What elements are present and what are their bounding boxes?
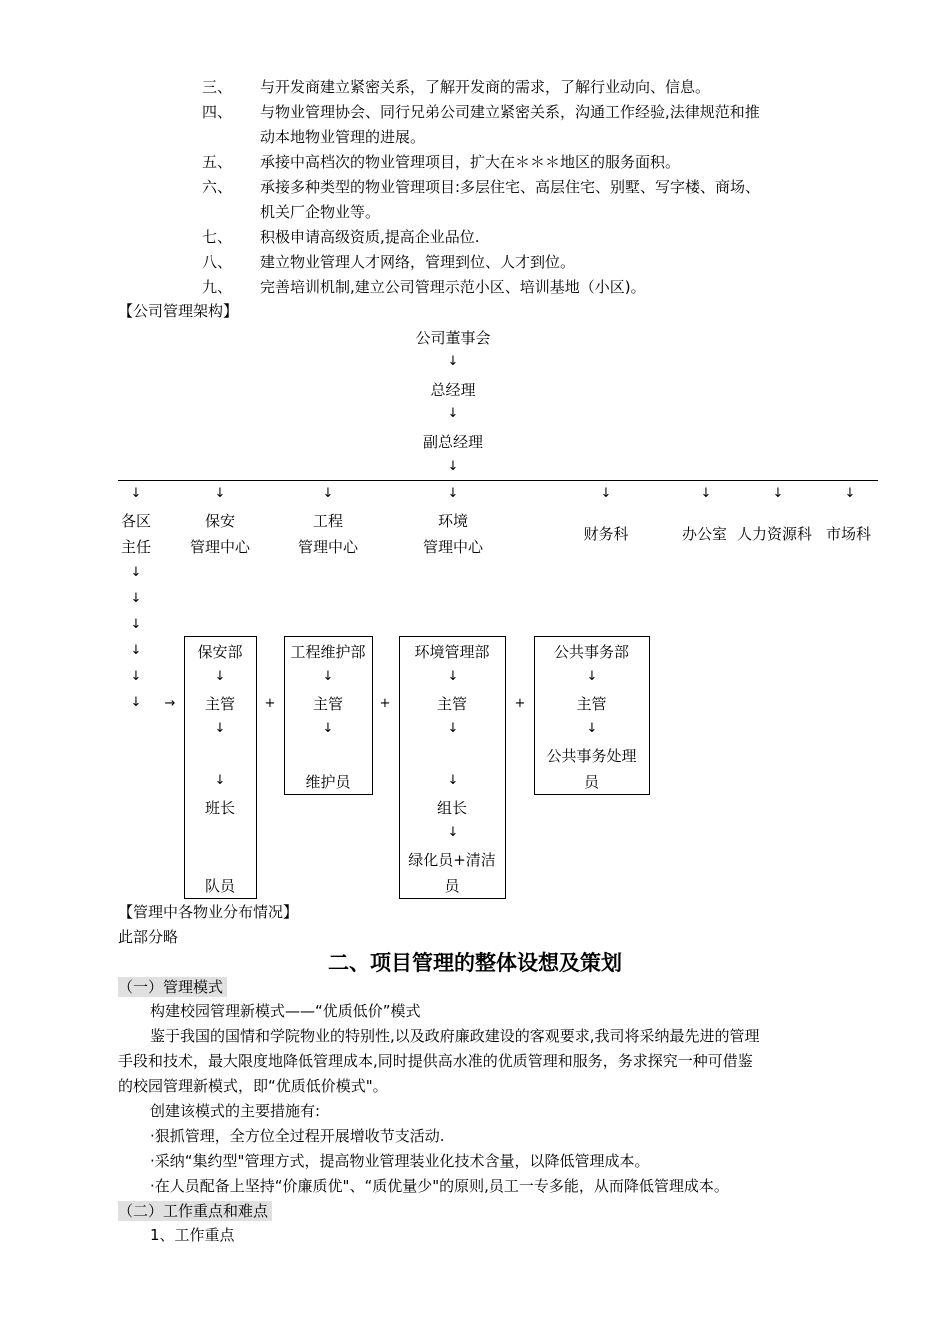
list-num: 七、 xyxy=(202,228,233,246)
dept-environment-center-line2: 管理中心 xyxy=(422,538,483,556)
list-text: 与物业管理协会、同行兄弟公司建立紧密关系，沟通工作经验,法律规范和推 xyxy=(260,103,760,121)
measures-title: 创建该模式的主要措施有: xyxy=(150,1102,321,1120)
org-deputy-gm: 副总经理 xyxy=(422,433,483,451)
list-text: 完善培训机制,建立公司管理示范小区、培训基地（小区)。 xyxy=(260,278,646,296)
box-security-guards: 队员 xyxy=(204,877,235,895)
box-engineering-maintainer: 维护员 xyxy=(305,773,351,791)
dept-hr: 人力资源科 xyxy=(737,525,813,543)
box-public-officer: 公共事务处理 xyxy=(546,747,637,765)
arrow-down-icon: ↓ xyxy=(130,565,142,580)
arrow-down-icon: ↓ xyxy=(130,669,142,684)
arrow-down-icon: ↓ xyxy=(447,354,459,369)
arrow-down-icon: ↓ xyxy=(214,669,226,684)
arrow-down-icon: ↓ xyxy=(447,669,459,684)
dept-finance: 财务科 xyxy=(583,525,629,543)
org-branch-line xyxy=(118,480,878,481)
dept-engineering-center-line2: 管理中心 xyxy=(297,538,358,556)
list-text: 建立物业管理人才网络，管理到位、人才到位。 xyxy=(260,253,576,271)
arrow-down-icon: ↓ xyxy=(130,486,142,501)
measure-item: ·在人员配备上坚持“价廉质优"、“质优量少"的原则,员工一专多能，从而降低管理成本。 xyxy=(150,1177,729,1195)
plus-icon: + xyxy=(514,696,526,711)
dept-security-center: 保安 xyxy=(204,512,235,530)
arrow-down-icon: ↓ xyxy=(447,773,459,788)
arrow-down-icon: ↓ xyxy=(447,406,459,421)
org-heading: 【公司管理架构】 xyxy=(118,302,239,320)
list-num: 四、 xyxy=(202,103,233,121)
paragraph-line: 的校园管理新模式，即“优质低价模式"。 xyxy=(118,1077,388,1095)
arrow-down-icon: ↓ xyxy=(214,721,226,736)
list-text: 机关厂企物业等。 xyxy=(260,203,381,221)
arrow-down-icon: ↓ xyxy=(130,591,142,606)
arrow-down-icon: ↓ xyxy=(214,773,226,788)
arrow-down-icon: ↓ xyxy=(586,669,598,684)
list-num: 三、 xyxy=(202,78,233,96)
list-text: 承接多种类型的物业管理项目:多层住宅、高层住宅、别墅、写字楼、商场、 xyxy=(260,178,761,196)
box-security-title: 保安部 xyxy=(197,643,243,661)
arrow-down-icon: ↓ xyxy=(322,486,334,501)
arrow-down-icon: ↓ xyxy=(844,486,856,501)
mode-title: 构建校园管理新模式——“优质低价”模式 xyxy=(150,1002,421,1020)
box-public-title: 公共事务部 xyxy=(553,643,629,661)
arrow-down-icon: ↓ xyxy=(322,721,334,736)
list-text: 与开发商建立紧密关系，了解开发商的需求，了解行业动向、信息。 xyxy=(260,78,711,96)
arrow-right-icon: → xyxy=(164,696,176,711)
dept-market: 市场科 xyxy=(826,525,872,543)
list-num: 九、 xyxy=(202,278,233,296)
org-board: 公司董事会 xyxy=(415,329,491,347)
subheading-key-points: （二）工作重点和难点 xyxy=(118,1201,272,1221)
box-public-supervisor: 主管 xyxy=(576,695,607,713)
box-environment-supervisor: 主管 xyxy=(436,695,467,713)
dept-area-director: 各区 xyxy=(120,512,151,530)
subheading-management-mode: （一）管理模式 xyxy=(118,977,227,997)
arrow-down-icon: ↓ xyxy=(600,486,612,501)
arrow-down-icon: ↓ xyxy=(447,721,459,736)
box-engineering-supervisor: 主管 xyxy=(312,695,343,713)
box-environment-title: 环境管理部 xyxy=(414,643,490,661)
list-text: 动本地物业管理的进展。 xyxy=(260,128,426,146)
subheading-work-focus: 1、工作重点 xyxy=(150,1226,235,1244)
list-num: 八、 xyxy=(202,253,233,271)
org-gm: 总经理 xyxy=(430,381,476,399)
arrow-down-icon: ↓ xyxy=(447,459,459,474)
box-environment-team-leader: 组长 xyxy=(436,799,467,817)
plus-icon: + xyxy=(379,696,391,711)
box-environment-workers-line2: 员 xyxy=(444,877,460,895)
section-title: 二、项目管理的整体设想及策划 xyxy=(328,951,622,975)
arrow-down-icon: ↓ xyxy=(586,721,598,736)
dept-security-center-line2: 管理中心 xyxy=(189,538,250,556)
box-security-supervisor: 主管 xyxy=(204,695,235,713)
box-engineering-title: 工程维护部 xyxy=(290,643,366,661)
arrow-down-icon: ↓ xyxy=(447,825,459,840)
dept-engineering-center: 工程 xyxy=(312,512,343,530)
list-num: 六、 xyxy=(202,178,233,196)
box-public-officer-line2: 员 xyxy=(583,773,599,791)
dist-heading: 【管理中各物业分布情况】 xyxy=(118,903,299,921)
arrow-down-icon: ↓ xyxy=(130,643,142,658)
arrow-down-icon: ↓ xyxy=(130,695,142,710)
arrow-down-icon: ↓ xyxy=(447,486,459,501)
list-text: 承接中高档次的物业管理项目，扩大在＊＊＊地区的服务面积。 xyxy=(260,153,681,171)
list-text: 积极申请高级资质,提高企业品位. xyxy=(260,228,480,246)
measure-item: ·狠抓管理，全方位全过程开展增收节支活动. xyxy=(150,1127,445,1145)
arrow-down-icon: ↓ xyxy=(700,486,712,501)
box-security-squad-leader: 班长 xyxy=(204,799,235,817)
dept-environment-center: 环境 xyxy=(437,512,468,530)
arrow-down-icon: ↓ xyxy=(130,617,142,632)
plus-icon: + xyxy=(264,696,276,711)
paragraph-line: 鉴于我国的国情和学院物业的特别性,以及政府廉政建设的客观要求,我司将采纳最先进的管理 xyxy=(150,1027,760,1045)
box-environment-workers: 绿化员+清洁 xyxy=(408,851,496,869)
dept-office: 办公室 xyxy=(682,525,728,543)
arrow-down-icon: ↓ xyxy=(214,486,226,501)
measure-item: ·采纳“集约型"管理方式，提高物业管理装业化技术含量，以降低管理成本。 xyxy=(150,1152,650,1170)
paragraph-line: 手段和技术，最大限度地降低管理成本,同时提供高水准的优质管理和服务，务求探究一种可借鉴 xyxy=(118,1052,753,1070)
dept-area-director-line2: 主任 xyxy=(120,538,151,556)
arrow-down-icon: ↓ xyxy=(772,486,784,501)
arrow-down-icon: ↓ xyxy=(322,669,334,684)
dist-note: 此部分略 xyxy=(118,928,179,946)
list-num: 五、 xyxy=(202,153,233,171)
